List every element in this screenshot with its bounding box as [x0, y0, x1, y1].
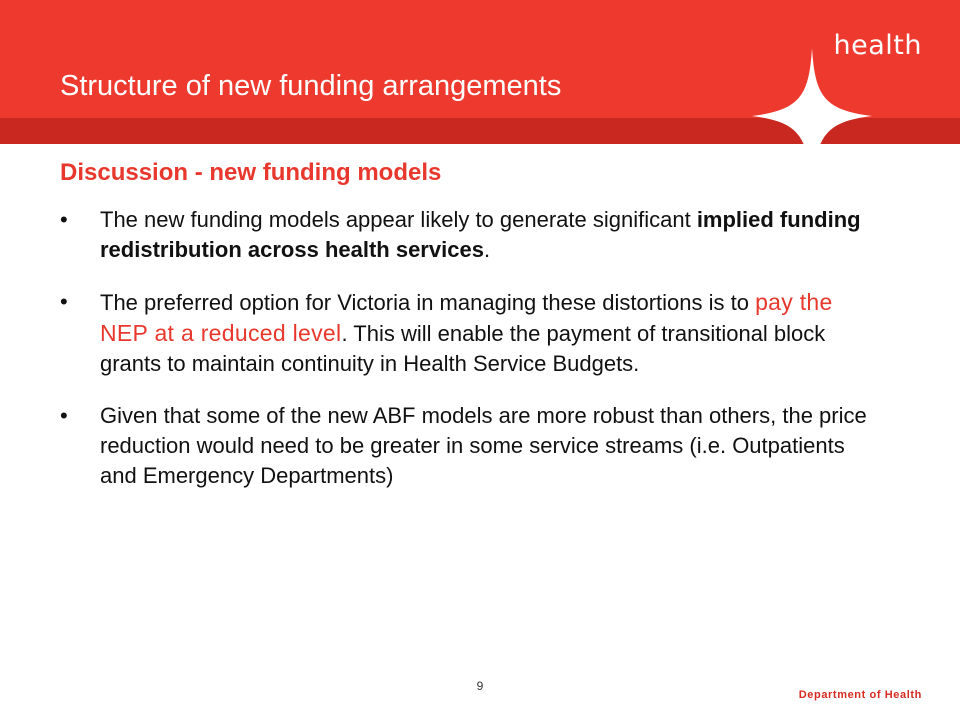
- star-logo-icon: [752, 48, 872, 196]
- bullet-bold-text: implied funding redistribution across health services: [100, 207, 861, 262]
- bullet-text-end: .: [483, 237, 491, 262]
- bullet-marker: •: [60, 289, 68, 314]
- health-logo-text: health: [833, 30, 922, 61]
- bullet-item-redistribution: [0, 205, 880, 265]
- bullet-list: [0, 205, 880, 513]
- department-logo-text: Department of Health: [798, 689, 922, 701]
- slide-subtitle: Discussion - new funding models: [60, 159, 442, 186]
- bullet-text: The preferred option for Victoria in managing these distortions is to: [100, 290, 756, 315]
- bullet-text: The new funding models appear likely to generate significant: [100, 207, 697, 232]
- page-number: 9: [476, 679, 484, 693]
- bullet-highlight-text: pay the NEP at a reduced level: [100, 289, 833, 346]
- bullet-item-price-reduction: [0, 401, 880, 491]
- bullet-marker: •: [60, 207, 68, 232]
- bullet-item-preferred-option: [0, 287, 880, 379]
- bullet-text-end: . This will enable the payment of transitional block grants to maintain continuity in Health Service Budgets.: [100, 321, 826, 376]
- bullet-text: Given that some of the new ABF models are more robust than others, the price reduction would need to be greater in some service streams (i.e. Outpatients and Emergency Departments): [100, 403, 867, 488]
- bullet-marker: •: [60, 403, 68, 428]
- slide-title: Structure of new funding arrangements: [60, 70, 562, 102]
